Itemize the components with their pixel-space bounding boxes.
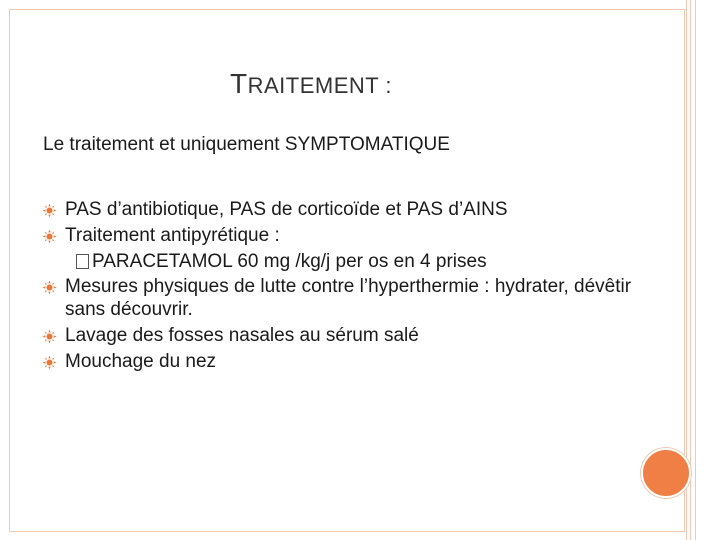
title-first-letter: T — [230, 68, 248, 99]
list-item-text: Mesures physiques de lutte contre l’hyperthermie : hydrater, dévêtir sans découvrir. — [65, 276, 632, 321]
bullet-list — [42, 199, 642, 377]
list-item-text: Traitement antipyrétique : — [65, 224, 280, 246]
slide-title — [230, 68, 392, 100]
decorative-circle — [641, 448, 691, 498]
list-item-text: PAS d’antibiotique, PAS de corticoïde et PAS d’AINS — [65, 199, 508, 220]
sun-bullet-icon — [42, 229, 57, 244]
slide-subtitle: Le traitement et uniquement SYMPTOMATIQUE — [43, 134, 450, 155]
list-item-text: Lavage des fosses nasales au sérum salé — [65, 324, 419, 346]
square-bullet-icon — [76, 254, 89, 269]
list-item — [42, 276, 642, 322]
list-item — [42, 199, 642, 222]
decorative-rail — [686, 0, 698, 540]
sun-bullet-icon — [42, 280, 57, 295]
sub-list-item — [42, 251, 642, 274]
list-item — [42, 325, 642, 348]
list-item — [42, 225, 642, 248]
sun-bullet-icon — [42, 355, 57, 370]
sub-list-item-text: PARACETAMOL 60 mg /kg/j per os en 4 prises — [92, 250, 487, 272]
list-item — [42, 351, 642, 374]
sun-bullet-icon — [42, 203, 57, 218]
sun-bullet-icon — [42, 329, 57, 344]
title-rest: RAITEMENT : — [247, 73, 393, 98]
list-item-text: Mouchage du nez — [65, 350, 217, 372]
